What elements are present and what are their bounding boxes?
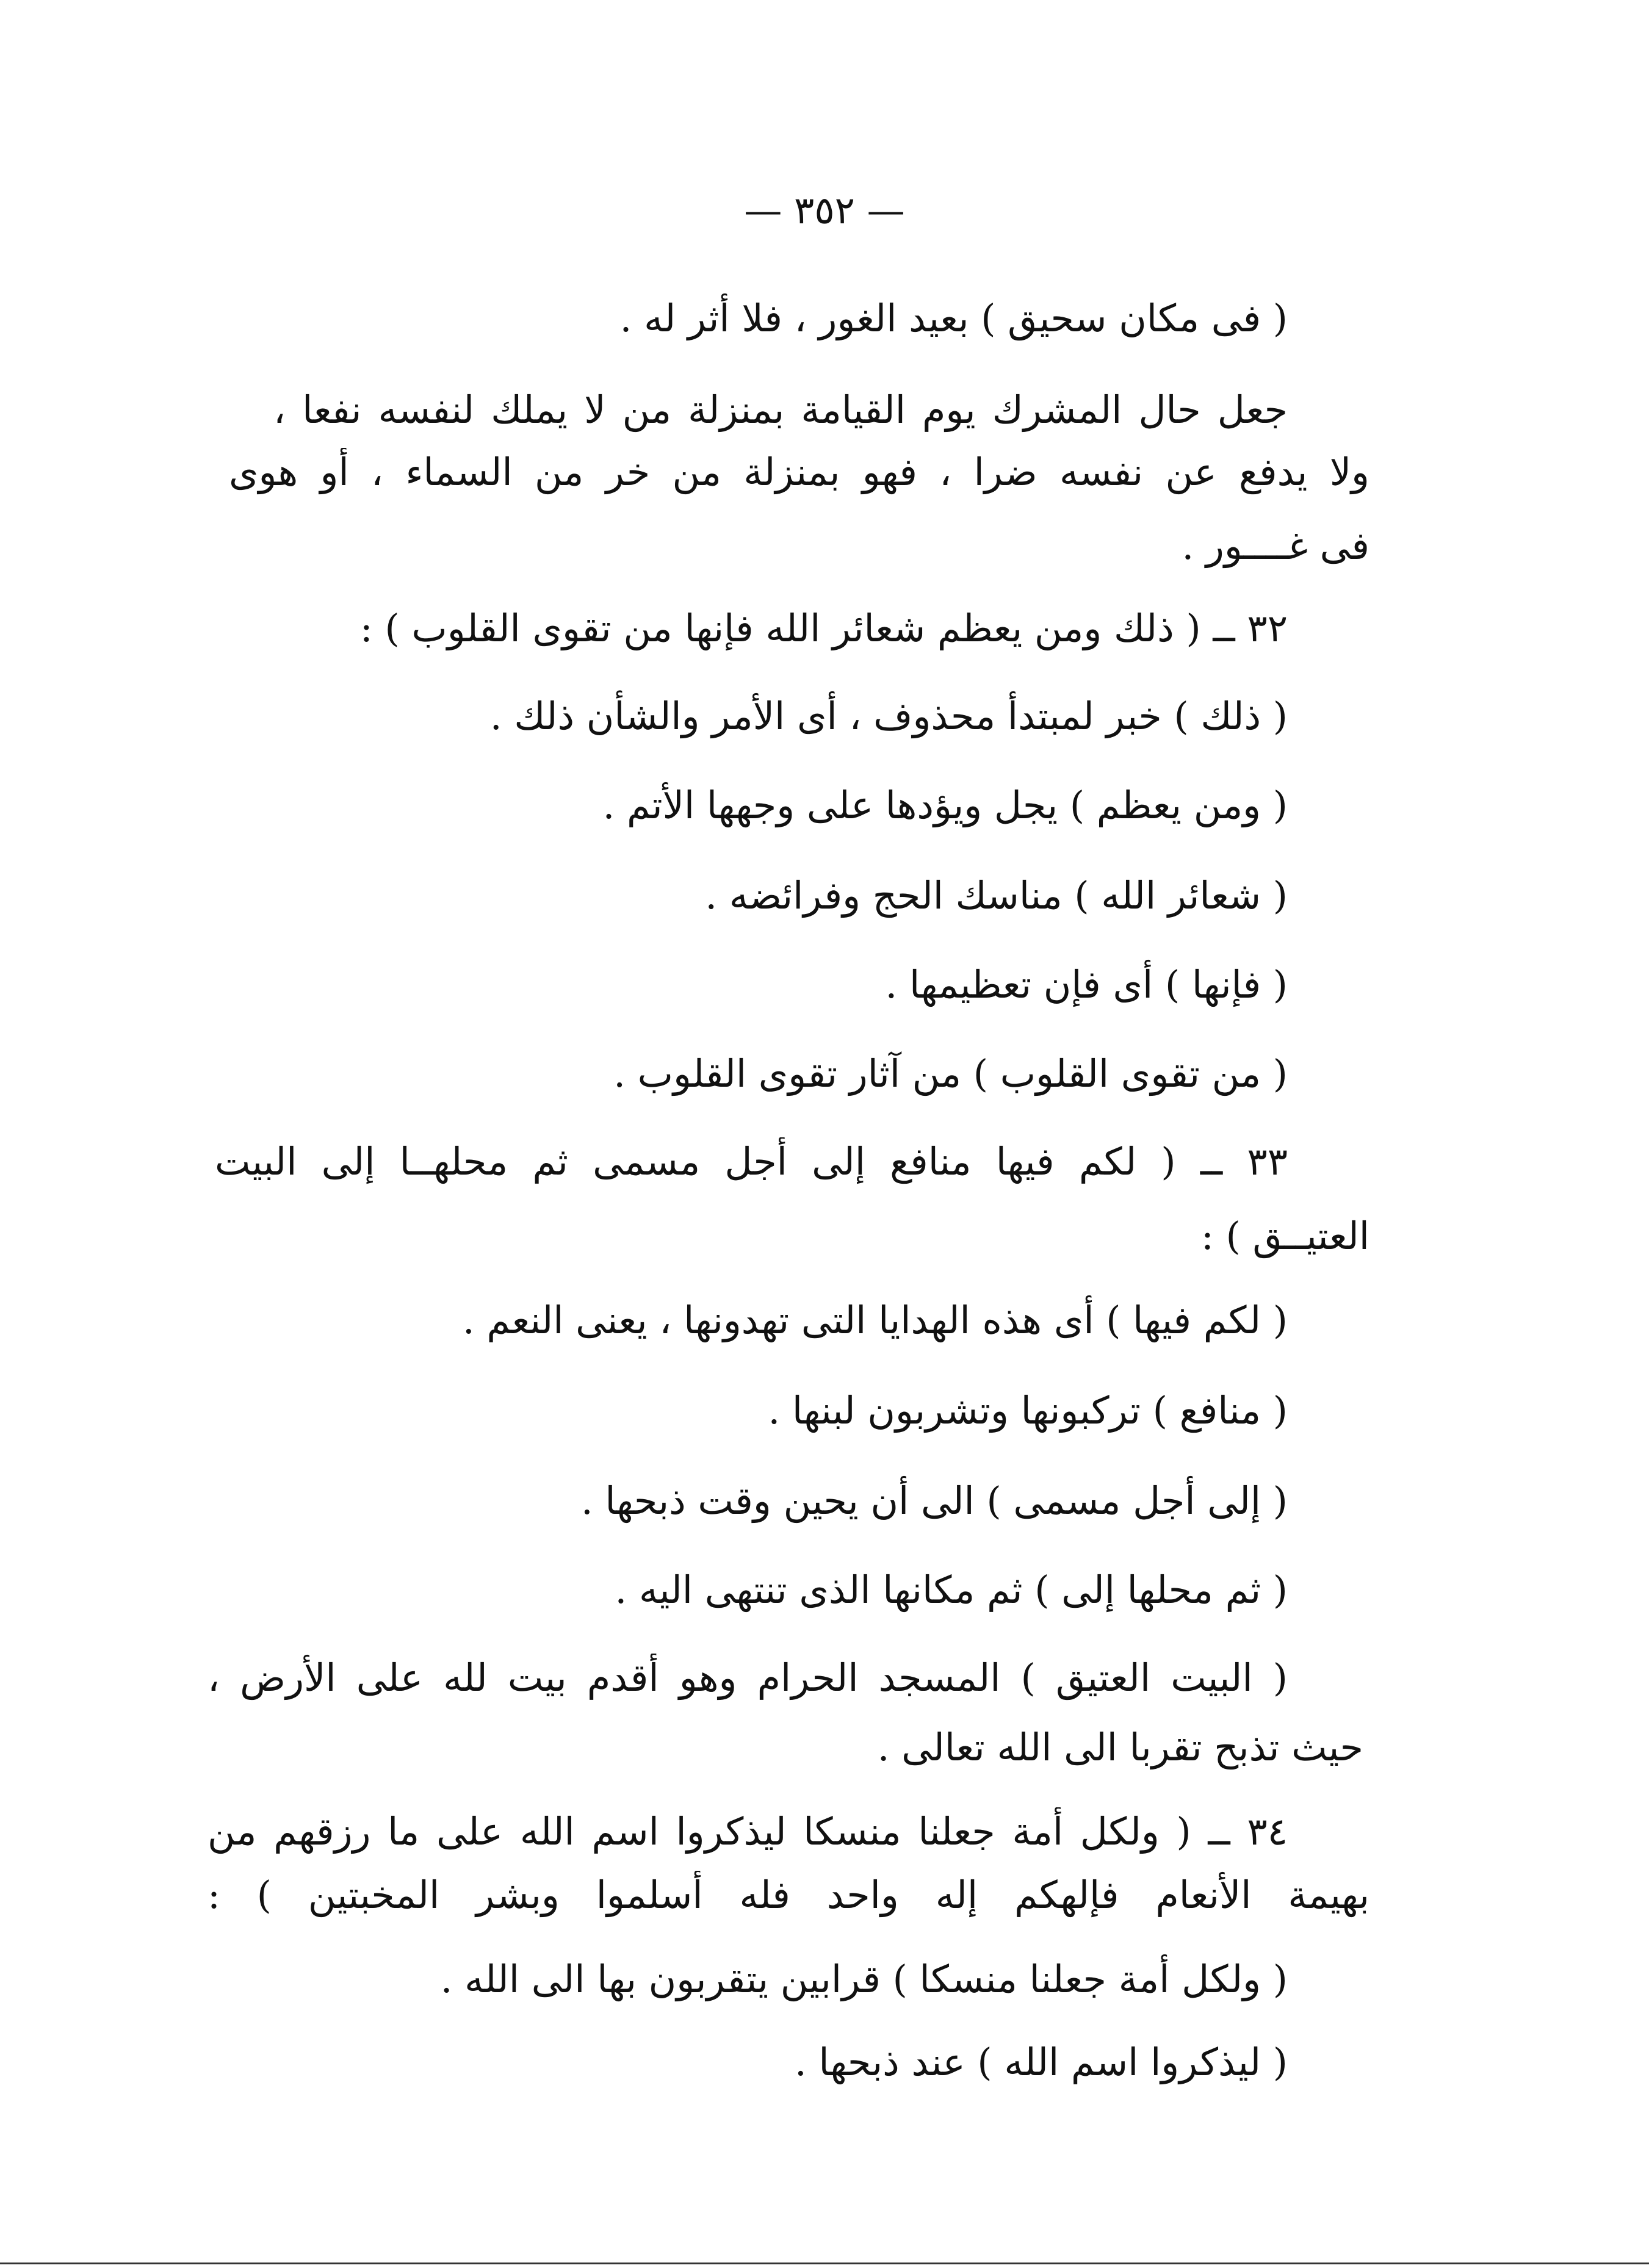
text-line: بهيمة الأنعام فإلهكم إله واحد فله أسلموا وبشر المخبتين ) : — [207, 1873, 1369, 1917]
text-line: ( إلى أجل مسمى ) الى أن يحين وقت ذبحها . — [580, 1478, 1288, 1523]
text-line: ( ليذكروا اسم الله ) عند ذبحها . — [795, 2040, 1288, 2084]
scan-bottom-border — [0, 2263, 1649, 2264]
text-line: ( ولكل أمة جعلنا منسكا ) قرابين يتقربون بها الى الله . — [440, 1957, 1288, 2001]
text-line: ٣٤ ــ ( ولكل أمة جعلنا منسكا ليذكروا اسم الله على ما رزقهم من — [207, 1809, 1288, 1854]
text-line: ( فإنها ) أى فإن تعظيمها . — [885, 962, 1288, 1007]
text-line: ( ذلك ) خبر لمبتدأ محذوف ، أى الأمر والشأن ذلك . — [489, 694, 1288, 738]
text-line: فى غــــور . — [1182, 524, 1369, 568]
page-number: — ٣٥٢ — — [744, 188, 905, 232]
text-line: ولا يدفع عن نفسه ضرا ، فهو بمنزلة من خر من السماء ، أو هوى — [229, 450, 1369, 494]
text-line: حيث تذبح تقربا الى الله تعالى . — [877, 1725, 1363, 1769]
text-line: ٣٣ ــ ( لكم فيها منافع إلى أجل مسمى ثم محلهــا إلى البيت — [215, 1139, 1288, 1184]
text-line: جعل حال المشرك يوم القيامة بمنزلة من لا يملك لنفسه نفعا ، — [273, 387, 1288, 432]
text-line: ( شعائر الله ) مناسك الحج وفرائضه . — [705, 873, 1288, 918]
text-line: ( ثم محلها إلى ) ثم مكانها الذى تنتهى اليه . — [615, 1568, 1288, 1612]
text-line: ( ومن يعظم ) يجل ويؤدها على وجهها الأتم . — [602, 783, 1288, 827]
text-line: ( من تقوى القلوب ) من آثار تقوى القلوب . — [613, 1051, 1288, 1096]
text-line: ( البيت العتيق ) المسجد الحرام وهو أقدم بيت لله على الأرض ، — [207, 1655, 1288, 1700]
text-line: ( منافع ) تركبونها وتشربون لبنها . — [768, 1388, 1288, 1433]
text-line: العتيــق ) : — [1201, 1214, 1369, 1258]
text-line: ٣٢ ــ ( ذلك ومن يعظم شعائر الله فإنها من تقوى القلوب ) : — [359, 606, 1288, 650]
text-line: ( فى مكان سحيق ) بعيد الغور ، فلا أثر له . — [619, 296, 1288, 340]
text-line: ( لكم فيها ) أى هذه الهدايا التى تهدونها ، يعنى النعم . — [463, 1298, 1288, 1342]
